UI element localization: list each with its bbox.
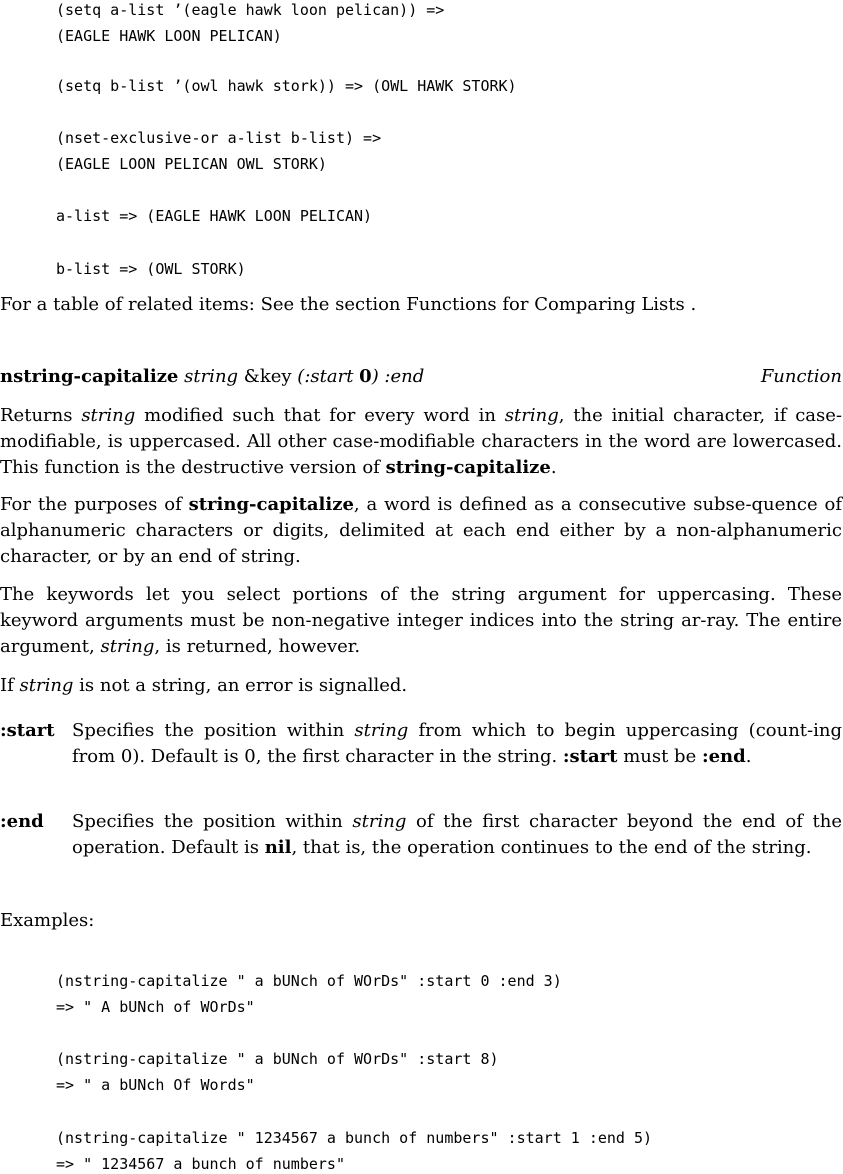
code-line-3: (setq b-list ’(owl hawk stork)) => (OWL HAWK STORK) [56, 77, 517, 95]
code-line-6: a-list => (EAGLE HAWK LOON PELICAN) [56, 207, 373, 225]
example-line-1: (nstring-capitalize " a bUNch of WOrDs" :start 0 :end 3) [56, 972, 562, 990]
desc1-text-1: Returns [0, 405, 82, 426]
kw-start-bold-2: :end [701, 746, 746, 767]
opt-default: 0 [359, 366, 372, 387]
desc4-text-2: is not a string, an error is signalled. [73, 675, 408, 696]
desc4-text-1: If [0, 675, 20, 696]
examples-label: Examples: [0, 910, 95, 931]
keyword-end-description [72, 809, 842, 861]
desc2-bold-1: string-capitalize [188, 494, 354, 515]
see-also [0, 292, 842, 318]
description-3 [0, 582, 842, 660]
kw-start-text-1: Specifies the position within [72, 720, 355, 741]
see-also-link[interactable]: Functions for Comparing Lists [406, 294, 685, 315]
example-line-6: => " 1234567 a bunch of numbers" [56, 1155, 345, 1173]
keyword-end-term: :end [0, 811, 44, 832]
example-line-3: (nstring-capitalize " a bUNch of WOrDs" :start 8) [56, 1050, 499, 1068]
code-line-4: (nset-exclusive-or a-list b-list) => [56, 129, 382, 147]
desc3-text-2: , is returned, however. [154, 636, 361, 657]
function-definition [0, 364, 842, 390]
desc1-text-4: . [550, 457, 557, 478]
code-line-7: b-list => (OWL STORK) [56, 260, 246, 278]
kw-end-bold-1: nil [264, 837, 292, 858]
kw-start-text-4: . [745, 746, 752, 767]
opt-open: (:start [297, 366, 360, 387]
desc3-text-1: The keywords let you select portions of the string argument for uppercasing. These keyword arguments must be non-negative integer indices into the string ar-ray. The entire argument, [0, 584, 842, 657]
kw-end-text-2: of the first character beyond the end of the operation. Default is [72, 811, 843, 858]
see-also-prefix: For a table of related items: See the section [0, 294, 407, 315]
kw-end-text-3: , that is, the operation continues to the end of the string. [291, 837, 812, 858]
key-marker: &key [243, 366, 292, 387]
desc3-var-1: string [100, 636, 155, 657]
desc1-bold-1: string-capitalize [385, 457, 551, 478]
desc1-text-3: , the initial character, if case-modifiable, is uppercased. All other case-modifiable characters in the word are lowercased. This function is the destructive version of [0, 405, 842, 478]
desc2-text-1: For the purposes of [0, 494, 189, 515]
example-line-4: => " a bUNch Of Words" [56, 1076, 255, 1094]
description-4 [0, 673, 842, 699]
code-line-2: (EAGLE HAWK LOON PELICAN) [56, 27, 282, 45]
function-name: nstring-capitalize [0, 366, 179, 387]
kw-start-text-2: from which to begin uppercasing (count-ing from 0). Default is 0, the first character in the string. [72, 720, 842, 767]
desc4-var-1: string [19, 675, 74, 696]
description-2 [0, 492, 842, 570]
example-line-5: (nstring-capitalize " 1234567 a bunch of numbers" :start 1 :end 5) [56, 1129, 653, 1147]
keyword-start-term: :start [0, 720, 55, 741]
opt-close: ) :end [371, 366, 425, 387]
code-line-1: (setq a-list ’(eagle hawk loon pelican)) => [56, 1, 445, 19]
kw-end-text-1: Specifies the position within [72, 811, 353, 832]
example-line-2: => " A bUNch of WOrDs" [56, 998, 255, 1016]
arg-string: string [184, 366, 239, 387]
desc2-text-2: , a word is defined as a consecutive subse-quence of alphanumeric characters or digits, delimited at each end either by a non-alphanumeric character, or by an end of string. [0, 494, 842, 567]
kw-start-text-3: must be [617, 746, 702, 767]
kw-end-var-1: string [352, 811, 407, 832]
see-also-suffix: . [684, 294, 697, 315]
keyword-start-description [72, 718, 842, 770]
description-1 [0, 403, 842, 481]
desc1-var-1: string [81, 405, 136, 426]
definition-type: Function [760, 366, 842, 387]
kw-start-var-1: string [354, 720, 409, 741]
desc1-var-2: string [504, 405, 559, 426]
desc1-text-2: modified such that for every word in [135, 405, 505, 426]
kw-start-bold-1: :start [562, 746, 618, 767]
code-line-5: (EAGLE LOON PELICAN OWL STORK) [56, 155, 327, 173]
